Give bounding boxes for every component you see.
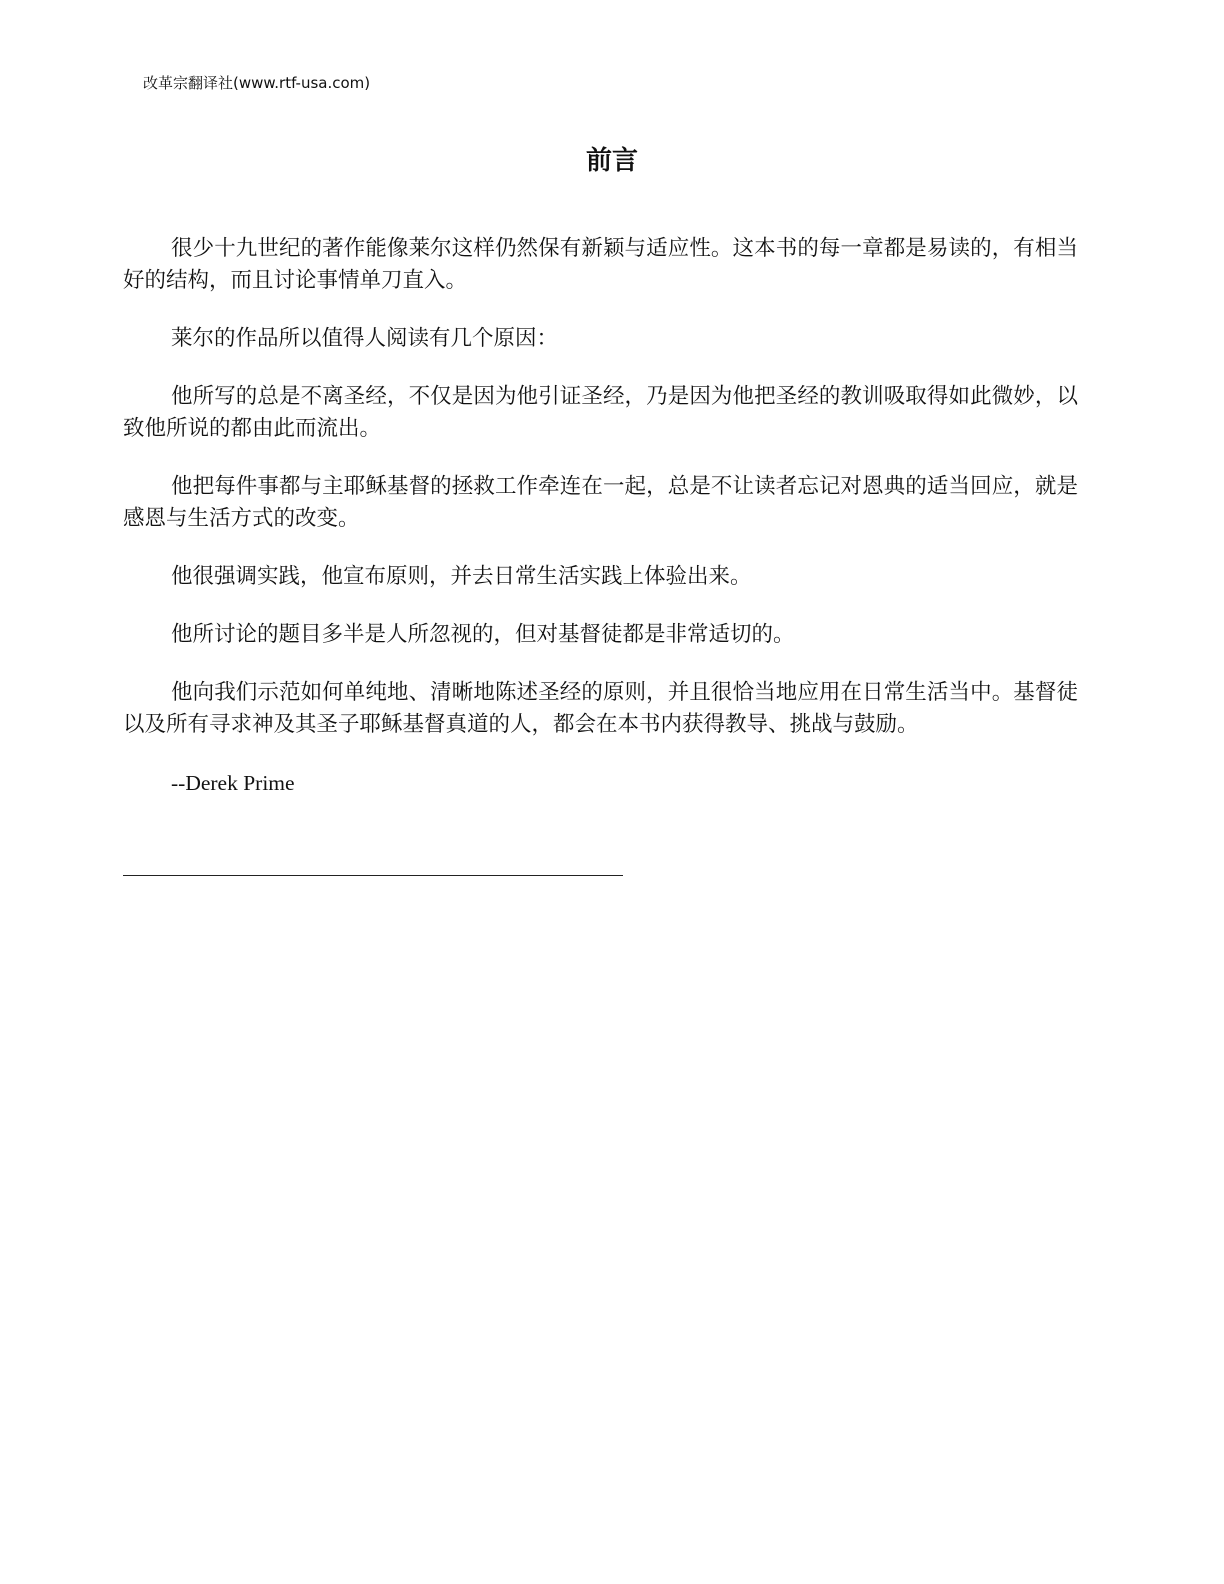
paragraph-2: 莱尔的作品所以值得人阅读有几个原因： (171, 326, 559, 351)
paragraph-4: 他把每件事都与主耶稣基督的拯救工作牵连在一起，总是不让读者忘记对恩典的适当回应，就是感恩与生活方式的改变。 (123, 474, 1078, 531)
page-title: 前言 (585, 146, 638, 176)
footnote-divider (123, 875, 623, 876)
body-text (123, 233, 1078, 825)
paragraph-7: 他向我们示范如何单纯地、清晰地陈述圣经的原则，并且很恰当地应用在日常生活当中。基督徒以及所有寻求神及其圣子耶稣基督真道的人，都会在本书内获得教导、挑战与鼓励。 (123, 680, 1078, 737)
paragraph-5: 他很强调实践，他宣布原则，并去日常生活实践上体验出来。 (171, 564, 752, 589)
paragraph-1: 很少十九世纪的著作能像莱尔这样仍然保有新颖与适应性。这本书的每一章都是易读的，有相当好的结构，而且讨论事情单刀直入。 (123, 236, 1078, 293)
paragraph-6: 他所讨论的题目多半是人所忽视的，但对基督徒都是非常适切的。 (171, 622, 795, 647)
paragraph-3: 他所写的总是不离圣经，不仅是因为他引证圣经，乃是因为他把圣经的教训吸取得如此微妙，以致他所说的都由此而流出。 (123, 384, 1078, 441)
header-source: 改革宗翻译社(www.rtf-usa.com) (143, 74, 371, 92)
signature: --Derek Prime (171, 771, 295, 795)
